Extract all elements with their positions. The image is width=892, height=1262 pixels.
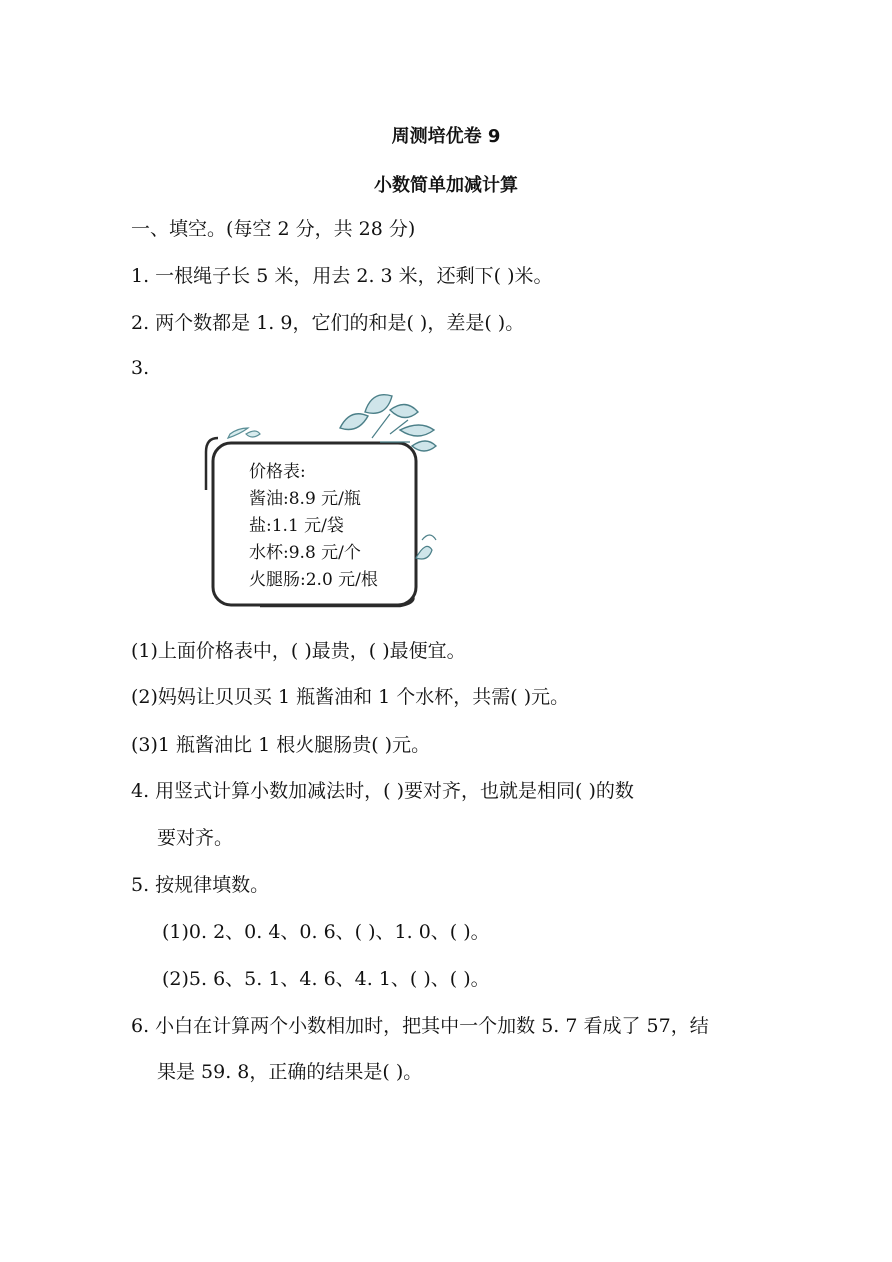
question-4-line-2: 要对齐。 [157, 827, 234, 849]
page-subtitle: 小数简单加减计算 [374, 175, 518, 196]
section-heading: 一、填空。(每空 2 分，共 28 分) [131, 218, 416, 240]
price-item: 盐:1.1 元/袋 [249, 516, 344, 536]
question-5-1: (1)0. 2、0. 4、0. 6、( )、1. 0、( )。 [162, 921, 490, 943]
question-6-line-2: 果是 59. 8，正确的结果是( )。 [157, 1061, 423, 1083]
price-table-heading: 价格表: [249, 462, 306, 482]
price-table-card [200, 390, 450, 620]
question-3-1: (1)上面价格表中，( )最贵，( )最便宜。 [131, 640, 466, 662]
question-1: 1. 一根绳子长 5 米，用去 2. 3 米，还剩下( )米。 [131, 265, 553, 287]
question-5-2: (2)5. 6、5. 1、4. 6、4. 1、( )、( )。 [162, 968, 490, 990]
question-2: 2. 两个数都是 1. 9，它们的和是( )，差是( )。 [131, 312, 525, 334]
question-3-2: (2)妈妈让贝贝买 1 瓶酱油和 1 个水杯，共需( )元。 [131, 686, 570, 708]
question-3-3: (3)1 瓶酱油比 1 根火腿肠贵( )元。 [131, 734, 431, 756]
price-item: 水杯:9.8 元/个 [249, 543, 361, 563]
page-title: 周测培优卷 9 [391, 126, 501, 147]
question-6-line-1: 6. 小白在计算两个小数相加时，把其中一个加数 5. 7 看成了 57，结 [131, 1015, 709, 1037]
question-3-number: 3. [131, 357, 150, 379]
price-item: 酱油:8.9 元/瓶 [249, 489, 361, 509]
question-4-line-1: 4. 用竖式计算小数加减法时，( )要对齐，也就是相同( )的数 [131, 780, 634, 802]
question-5: 5. 按规律填数。 [131, 874, 270, 896]
price-item: 火腿肠:2.0 元/根 [249, 570, 378, 590]
